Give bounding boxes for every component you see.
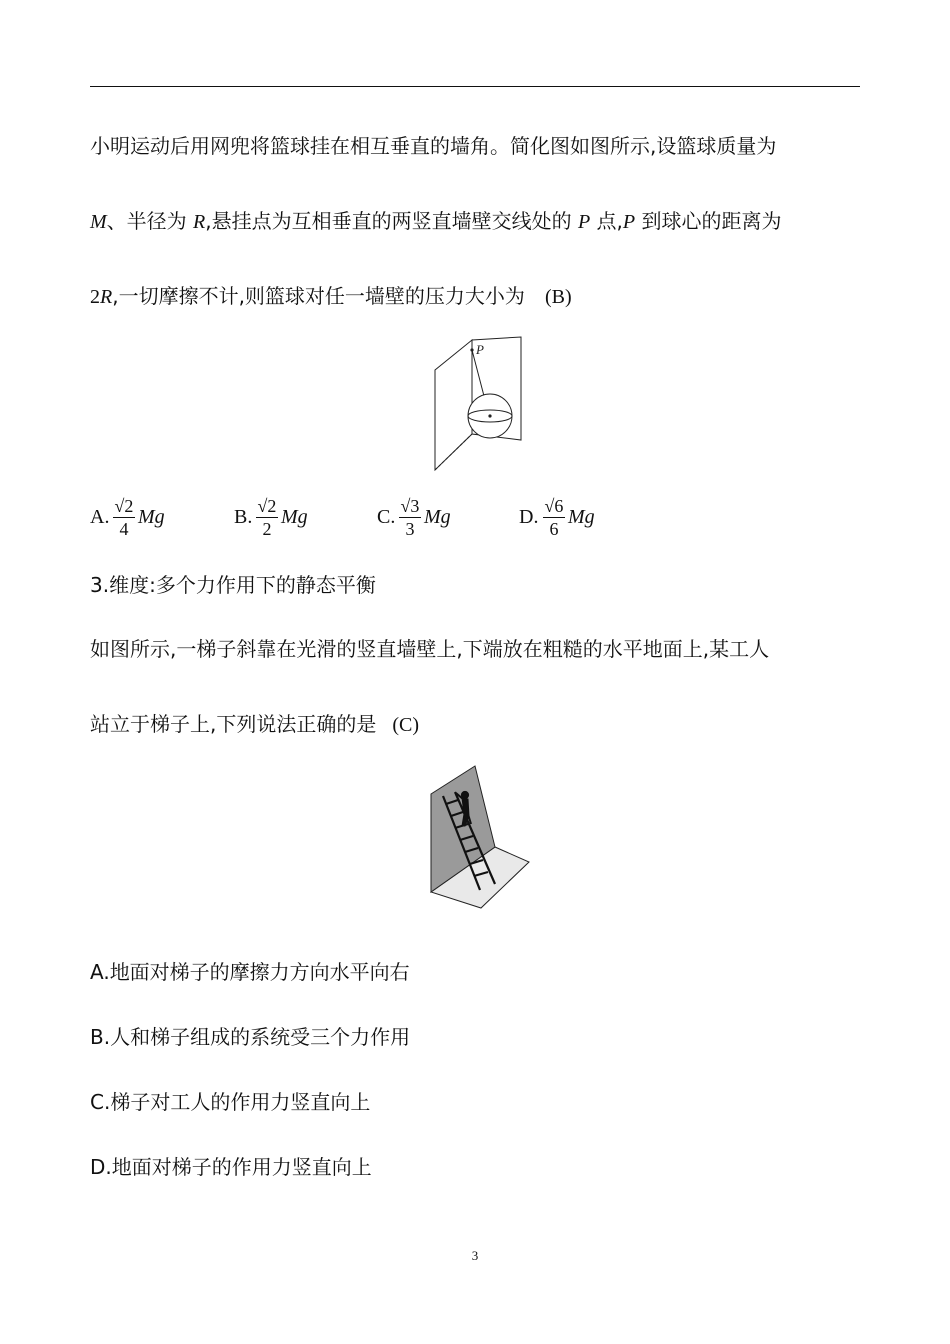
q3-answer: (C)	[392, 714, 420, 736]
q3-option-a: A.地面对梯子的摩擦力方向水平向右	[90, 960, 410, 984]
header-rule	[90, 86, 860, 87]
q2-line-3: 2R,一切摩擦不计,则篮球对任一墙壁的压力大小为 (B)	[90, 284, 572, 308]
q3-option-b: B.人和梯子组成的系统受三个力作用	[90, 1025, 411, 1049]
q2-answer: (B)	[544, 286, 572, 308]
q3-option-c: C.梯子对工人的作用力竖直向上	[90, 1090, 371, 1114]
left-wall	[435, 340, 472, 470]
q3-heading: 3.维度:多个力作用下的静态平衡	[90, 573, 376, 597]
point-p-dot	[470, 348, 473, 351]
q3-line-2: 站立于梯子上,下列说法正确的是 (C)	[90, 712, 420, 736]
q3-line-1: 如图所示,一梯子斜靠在光滑的竖直墙壁上,下端放在粗糙的水平地面上,某工人	[90, 637, 770, 661]
ball-corner-figure	[430, 334, 530, 476]
ladder-figure	[425, 762, 535, 912]
q2-line-2: M、半径为 R,悬挂点为互相垂直的两竖直墙壁交线处的 P 点,P 到球心的距离为	[90, 209, 782, 233]
ball-center	[488, 414, 491, 417]
point-p-label: P	[476, 342, 484, 357]
q3-option-d: D.地面对梯子的作用力竖直向上	[90, 1155, 372, 1179]
q2-line-1: 小明运动后用网兜将篮球挂在相互垂直的墙角。简化图如图所示,设篮球质量为	[90, 134, 777, 158]
page-number: 3	[471, 1248, 479, 1263]
